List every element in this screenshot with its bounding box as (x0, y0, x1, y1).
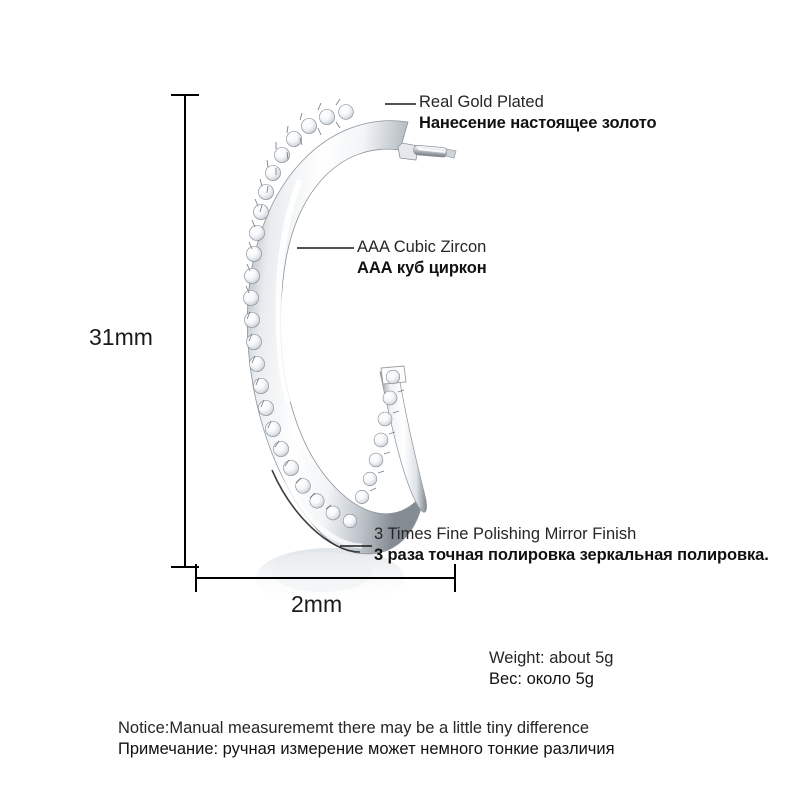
dimension-height-label: 31mm (89, 324, 153, 350)
weight-block (489, 648, 613, 691)
weight-en: Weight: about 5g (489, 649, 614, 667)
earring-post (398, 143, 456, 160)
annotation-polishing-finish (374, 524, 769, 566)
annotation-zircon-en: AAA Cubic Zircon (357, 238, 487, 256)
dimension-width-label: 2mm (291, 591, 343, 617)
annotation-aaa-cubic-zircon (357, 237, 487, 279)
annotation-gold-ru: Нанесение настоящее золото (419, 114, 657, 133)
annotation-zircon-ru: ААА куб циркон (357, 259, 487, 278)
annotation-polish-en: 3 Times Fine Polishing Mirror Finish (374, 525, 637, 543)
weight-ru: Вес: около 5g (489, 670, 594, 689)
annotation-real-gold-plated (419, 92, 657, 134)
notice-ru: Примечание: ручная измерение может немного тонкие различия (118, 740, 615, 759)
notice-en: Notice:Manual measurememt there may be a little tiny difference (118, 719, 590, 737)
annotation-gold-en: Real Gold Plated (419, 93, 544, 111)
hoop-band (247, 121, 426, 554)
annotation-polish-ru: 3 раза точная полировка зеркальная полировка. (374, 546, 769, 565)
notice-block (118, 718, 615, 761)
